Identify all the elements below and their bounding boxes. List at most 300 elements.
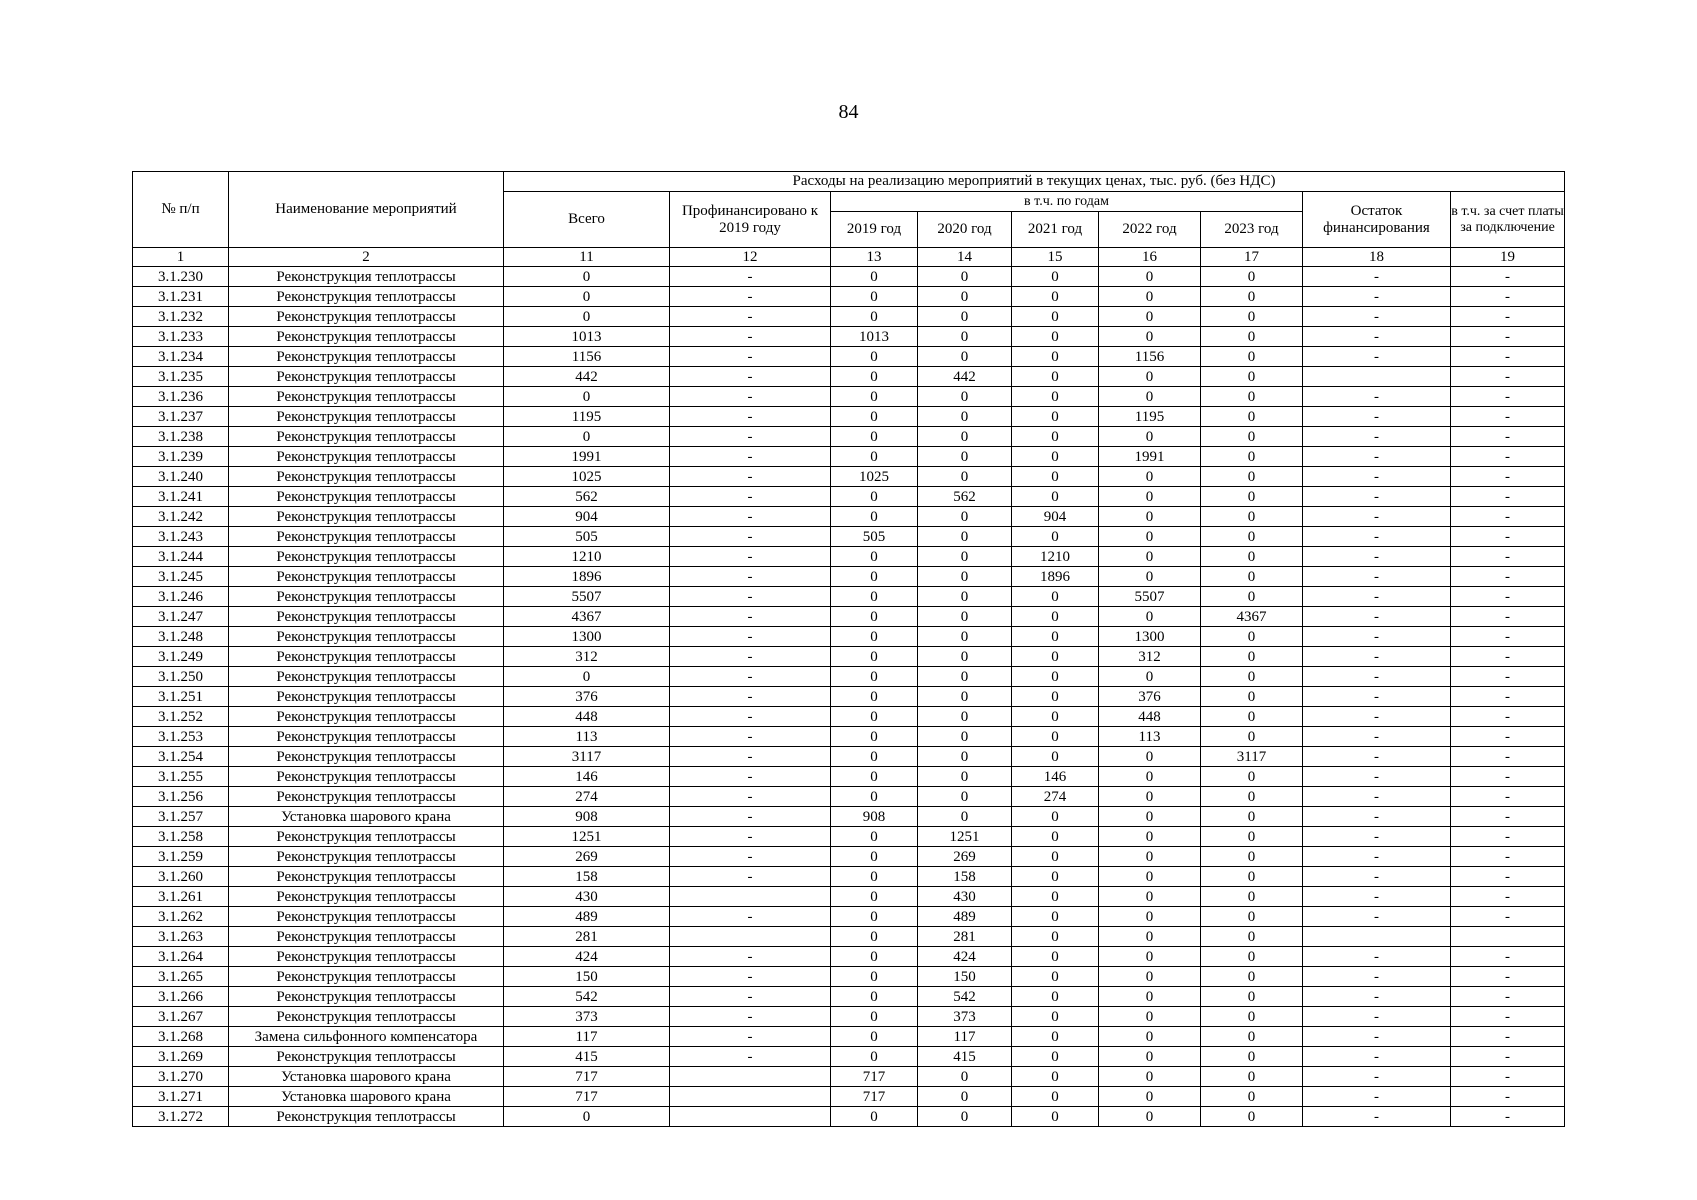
cell-num: 3.1.250 <box>133 667 229 687</box>
cell-2020: 0 <box>918 567 1012 587</box>
cell-2019: 717 <box>831 1087 918 1107</box>
header-2022: 2022 год <box>1099 212 1201 248</box>
cell-remainder: - <box>1303 867 1451 887</box>
cell-2022: 0 <box>1099 1047 1201 1067</box>
cell-total: 5507 <box>504 587 670 607</box>
cell-2020: 0 <box>918 327 1012 347</box>
cell-num: 3.1.247 <box>133 607 229 627</box>
cell-2020: 0 <box>918 427 1012 447</box>
cell-2023: 0 <box>1201 847 1303 867</box>
cell-2020: 415 <box>918 1047 1012 1067</box>
cell-2022: 0 <box>1099 527 1201 547</box>
cell-name: Реконструкция теплотрассы <box>229 267 504 287</box>
cell-2021: 0 <box>1012 827 1099 847</box>
cell-remainder: - <box>1303 987 1451 1007</box>
table-row <box>133 747 1565 767</box>
cell-2023: 0 <box>1201 907 1303 927</box>
cell-2021: 0 <box>1012 1087 1099 1107</box>
table-row <box>133 887 1565 907</box>
cell-2020: 1251 <box>918 827 1012 847</box>
cell-remainder: - <box>1303 607 1451 627</box>
cell-2022: 0 <box>1099 987 1201 1007</box>
cell-2022: 0 <box>1099 847 1201 867</box>
cell-2022: 1195 <box>1099 407 1201 427</box>
cell-name: Установка шарового крана <box>229 1087 504 1107</box>
cell-2022: 0 <box>1099 747 1201 767</box>
cell-2021: 0 <box>1012 407 1099 427</box>
table-row <box>133 827 1565 847</box>
cell-financed: - <box>670 827 831 847</box>
cell-2023: 4367 <box>1201 607 1303 627</box>
cell-2019: 0 <box>831 487 918 507</box>
cell-remainder: - <box>1303 847 1451 867</box>
cell-total: 0 <box>504 267 670 287</box>
cell-remainder: - <box>1303 467 1451 487</box>
cell-financed <box>670 887 831 907</box>
cell-2023: 0 <box>1201 1087 1303 1107</box>
cell-2019: 0 <box>831 727 918 747</box>
cell-2021: 274 <box>1012 787 1099 807</box>
cell-2021: 0 <box>1012 807 1099 827</box>
cell-2022: 0 <box>1099 927 1201 947</box>
cell-name: Реконструкция теплотрассы <box>229 627 504 647</box>
cell-2021: 146 <box>1012 767 1099 787</box>
cell-connection-fee: - <box>1451 767 1565 787</box>
cell-num: 3.1.237 <box>133 407 229 427</box>
cell-financed: - <box>670 1047 831 1067</box>
cell-2019: 0 <box>831 607 918 627</box>
cell-2022: 376 <box>1099 687 1201 707</box>
cell-2023: 0 <box>1201 727 1303 747</box>
cell-financed <box>670 927 831 947</box>
cell-2021: 904 <box>1012 507 1099 527</box>
cell-connection-fee: - <box>1451 587 1565 607</box>
column-number-row <box>133 248 1565 267</box>
table-row <box>133 947 1565 967</box>
cell-2019: 1013 <box>831 327 918 347</box>
cell-name: Реконструкция теплотрассы <box>229 467 504 487</box>
cell-2022: 1300 <box>1099 627 1201 647</box>
cell-financed: - <box>670 587 831 607</box>
cell-num: 3.1.256 <box>133 787 229 807</box>
cell-remainder: - <box>1303 1007 1451 1027</box>
cell-2019: 0 <box>831 767 918 787</box>
table-row <box>133 267 1565 287</box>
cell-2022: 0 <box>1099 1027 1201 1047</box>
cell-total: 1013 <box>504 327 670 347</box>
header-2020: 2020 год <box>918 212 1012 248</box>
cell-remainder: - <box>1303 807 1451 827</box>
cell-2021: 0 <box>1012 867 1099 887</box>
cell-remainder: - <box>1303 747 1451 767</box>
column-number: 2 <box>229 248 504 267</box>
cell-total: 542 <box>504 987 670 1007</box>
table-row <box>133 627 1565 647</box>
cell-2022: 1991 <box>1099 447 1201 467</box>
cell-2019: 0 <box>831 307 918 327</box>
cell-2023: 0 <box>1201 667 1303 687</box>
cell-total: 489 <box>504 907 670 927</box>
cell-financed: - <box>670 967 831 987</box>
column-number: 12 <box>670 248 831 267</box>
cell-name: Реконструкция теплотрассы <box>229 407 504 427</box>
cell-2023: 0 <box>1201 887 1303 907</box>
cell-total: 1025 <box>504 467 670 487</box>
cell-2022: 0 <box>1099 327 1201 347</box>
cell-financed <box>670 1067 831 1087</box>
cell-financed: - <box>670 987 831 1007</box>
cell-2021: 0 <box>1012 907 1099 927</box>
cell-remainder: - <box>1303 1047 1451 1067</box>
cell-2020: 117 <box>918 1027 1012 1047</box>
cell-2020: 0 <box>918 727 1012 747</box>
cell-financed: - <box>670 547 831 567</box>
cell-2022: 113 <box>1099 727 1201 747</box>
cell-connection-fee: - <box>1451 487 1565 507</box>
cell-num: 3.1.263 <box>133 927 229 947</box>
column-number: 15 <box>1012 248 1099 267</box>
cell-2021: 0 <box>1012 727 1099 747</box>
cell-2020: 0 <box>918 467 1012 487</box>
cell-connection-fee: - <box>1451 567 1565 587</box>
cell-2023: 0 <box>1201 1067 1303 1087</box>
cell-2023: 0 <box>1201 987 1303 1007</box>
cell-2021: 0 <box>1012 587 1099 607</box>
header-connection-fee: в т.ч. за счет платы за подключение <box>1451 192 1565 248</box>
cell-name: Реконструкция теплотрассы <box>229 367 504 387</box>
cell-2023: 0 <box>1201 1027 1303 1047</box>
cell-2020: 430 <box>918 887 1012 907</box>
cell-2019: 0 <box>831 587 918 607</box>
cell-name: Реконструкция теплотрассы <box>229 547 504 567</box>
cell-num: 3.1.245 <box>133 567 229 587</box>
table-row <box>133 447 1565 467</box>
cell-num: 3.1.261 <box>133 887 229 907</box>
cell-2020: 0 <box>918 447 1012 467</box>
cell-total: 3117 <box>504 747 670 767</box>
cell-num: 3.1.231 <box>133 287 229 307</box>
cell-2022: 0 <box>1099 607 1201 627</box>
cell-2019: 0 <box>831 567 918 587</box>
cell-total: 908 <box>504 807 670 827</box>
cell-financed: - <box>670 747 831 767</box>
cell-connection-fee: - <box>1451 1027 1565 1047</box>
table-row <box>133 567 1565 587</box>
cell-2019: 0 <box>831 707 918 727</box>
cell-2020: 562 <box>918 487 1012 507</box>
cell-2021: 0 <box>1012 627 1099 647</box>
cell-2022: 0 <box>1099 1067 1201 1087</box>
cell-2022: 0 <box>1099 387 1201 407</box>
cell-name: Реконструкция теплотрассы <box>229 307 504 327</box>
table-row <box>133 1047 1565 1067</box>
cell-financed: - <box>670 467 831 487</box>
table-row <box>133 847 1565 867</box>
cell-financed: - <box>670 1027 831 1047</box>
cell-2020: 442 <box>918 367 1012 387</box>
cell-name: Реконструкция теплотрассы <box>229 727 504 747</box>
cell-remainder: - <box>1303 907 1451 927</box>
cell-2023: 0 <box>1201 1107 1303 1127</box>
cell-name: Установка шарового крана <box>229 807 504 827</box>
table-row <box>133 1067 1565 1087</box>
table-row <box>133 1007 1565 1027</box>
cell-2019: 0 <box>831 407 918 427</box>
header-name: Наименование мероприятий <box>229 172 504 248</box>
cell-2022: 0 <box>1099 807 1201 827</box>
cell-2023: 0 <box>1201 327 1303 347</box>
cell-2020: 158 <box>918 867 1012 887</box>
cell-name: Реконструкция теплотрассы <box>229 567 504 587</box>
cell-name: Реконструкция теплотрассы <box>229 907 504 927</box>
cell-2020: 0 <box>918 547 1012 567</box>
cell-2023: 0 <box>1201 487 1303 507</box>
cell-2019: 0 <box>831 427 918 447</box>
cell-2022: 0 <box>1099 487 1201 507</box>
cell-num: 3.1.232 <box>133 307 229 327</box>
cell-connection-fee: - <box>1451 887 1565 907</box>
cell-2019: 0 <box>831 1027 918 1047</box>
cell-financed: - <box>670 307 831 327</box>
cell-name: Реконструкция теплотрассы <box>229 587 504 607</box>
cell-2022: 0 <box>1099 887 1201 907</box>
cell-name: Реконструкция теплотрассы <box>229 1007 504 1027</box>
cell-financed: - <box>670 347 831 367</box>
cell-2022: 448 <box>1099 707 1201 727</box>
table-row <box>133 707 1565 727</box>
cell-total: 0 <box>504 667 670 687</box>
cell-financed: - <box>670 567 831 587</box>
cell-2021: 0 <box>1012 1007 1099 1027</box>
cell-connection-fee: - <box>1451 827 1565 847</box>
cell-2022: 0 <box>1099 567 1201 587</box>
cell-connection-fee <box>1451 927 1565 947</box>
cell-remainder <box>1303 367 1451 387</box>
cell-2020: 0 <box>918 647 1012 667</box>
table-row <box>133 987 1565 1007</box>
table-row <box>133 647 1565 667</box>
cell-remainder: - <box>1303 967 1451 987</box>
table-row <box>133 687 1565 707</box>
cell-2021: 0 <box>1012 527 1099 547</box>
cell-remainder: - <box>1303 1087 1451 1107</box>
cell-total: 415 <box>504 1047 670 1067</box>
cell-2020: 542 <box>918 987 1012 1007</box>
cell-num: 3.1.233 <box>133 327 229 347</box>
cell-2019: 0 <box>831 1047 918 1067</box>
table-row <box>133 1087 1565 1107</box>
cell-2020: 281 <box>918 927 1012 947</box>
cell-name: Реконструкция теплотрассы <box>229 687 504 707</box>
cell-name: Реконструкция теплотрассы <box>229 607 504 627</box>
cell-2023: 0 <box>1201 307 1303 327</box>
cell-total: 150 <box>504 967 670 987</box>
cell-2022: 0 <box>1099 467 1201 487</box>
cell-financed: - <box>670 387 831 407</box>
cell-2023: 0 <box>1201 767 1303 787</box>
cell-connection-fee: - <box>1451 467 1565 487</box>
header-num: № п/п <box>133 172 229 248</box>
cell-2019: 0 <box>831 847 918 867</box>
table-row <box>133 607 1565 627</box>
cell-total: 1156 <box>504 347 670 367</box>
cell-connection-fee: - <box>1451 1047 1565 1067</box>
cell-financed: - <box>670 947 831 967</box>
cell-total: 0 <box>504 287 670 307</box>
cell-remainder: - <box>1303 447 1451 467</box>
header-financed: Профинансировано к 2019 году <box>670 192 831 248</box>
cell-2020: 0 <box>918 707 1012 727</box>
cell-remainder: - <box>1303 347 1451 367</box>
cell-2019: 0 <box>831 667 918 687</box>
table-row <box>133 727 1565 747</box>
table-row <box>133 927 1565 947</box>
cell-2019: 0 <box>831 1007 918 1027</box>
cell-2023: 0 <box>1201 687 1303 707</box>
cell-2020: 0 <box>918 587 1012 607</box>
cell-remainder: - <box>1303 567 1451 587</box>
cell-2019: 0 <box>831 967 918 987</box>
cell-financed: - <box>670 627 831 647</box>
cell-remainder: - <box>1303 487 1451 507</box>
cell-remainder: - <box>1303 427 1451 447</box>
cell-connection-fee: - <box>1451 747 1565 767</box>
cell-2023: 0 <box>1201 1007 1303 1027</box>
cell-2023: 0 <box>1201 267 1303 287</box>
cell-2020: 0 <box>918 747 1012 767</box>
header-by-years: в т.ч. по годам <box>831 192 1303 212</box>
cell-remainder: - <box>1303 1067 1451 1087</box>
cell-2023: 0 <box>1201 647 1303 667</box>
cell-name: Реконструкция теплотрассы <box>229 867 504 887</box>
cell-2019: 0 <box>831 647 918 667</box>
cell-num: 3.1.271 <box>133 1087 229 1107</box>
table-row <box>133 367 1565 387</box>
cell-2020: 0 <box>918 787 1012 807</box>
cell-remainder: - <box>1303 587 1451 607</box>
cell-2021: 0 <box>1012 467 1099 487</box>
cell-num: 3.1.230 <box>133 267 229 287</box>
cell-2019: 0 <box>831 787 918 807</box>
cell-2023: 0 <box>1201 467 1303 487</box>
table-row <box>133 587 1565 607</box>
cell-connection-fee: - <box>1451 907 1565 927</box>
cell-financed: - <box>670 687 831 707</box>
cell-2019: 0 <box>831 1107 918 1127</box>
cell-financed <box>670 1107 831 1127</box>
cell-2023: 0 <box>1201 287 1303 307</box>
cell-financed: - <box>670 327 831 347</box>
cell-connection-fee: - <box>1451 647 1565 667</box>
cell-2020: 0 <box>918 407 1012 427</box>
cell-2022: 0 <box>1099 667 1201 687</box>
cell-2022: 0 <box>1099 1107 1201 1127</box>
cell-connection-fee: - <box>1451 607 1565 627</box>
cell-connection-fee: - <box>1451 967 1565 987</box>
cell-2022: 0 <box>1099 507 1201 527</box>
cell-total: 448 <box>504 707 670 727</box>
cell-remainder: - <box>1303 407 1451 427</box>
table-row <box>133 327 1565 347</box>
cell-name: Реконструкция теплотрассы <box>229 767 504 787</box>
cell-connection-fee: - <box>1451 667 1565 687</box>
cell-2020: 0 <box>918 527 1012 547</box>
cell-total: 424 <box>504 947 670 967</box>
cell-name: Реконструкция теплотрассы <box>229 487 504 507</box>
cell-num: 3.1.269 <box>133 1047 229 1067</box>
cell-remainder: - <box>1303 1107 1451 1127</box>
cell-2021: 0 <box>1012 1047 1099 1067</box>
cell-2023: 0 <box>1201 367 1303 387</box>
cell-2019: 0 <box>831 387 918 407</box>
cell-num: 3.1.242 <box>133 507 229 527</box>
cell-2023: 0 <box>1201 527 1303 547</box>
cell-2021: 0 <box>1012 367 1099 387</box>
cell-total: 1251 <box>504 827 670 847</box>
table-row <box>133 1107 1565 1127</box>
cell-2021: 0 <box>1012 947 1099 967</box>
cell-2022: 312 <box>1099 647 1201 667</box>
cell-remainder: - <box>1303 827 1451 847</box>
cell-2021: 0 <box>1012 307 1099 327</box>
cell-financed: - <box>670 367 831 387</box>
cell-2023: 0 <box>1201 867 1303 887</box>
cell-2022: 0 <box>1099 547 1201 567</box>
cell-2022: 0 <box>1099 787 1201 807</box>
cell-2021: 0 <box>1012 607 1099 627</box>
cell-num: 3.1.244 <box>133 547 229 567</box>
cell-2020: 0 <box>918 767 1012 787</box>
cell-2021: 0 <box>1012 747 1099 767</box>
cell-2019: 0 <box>831 367 918 387</box>
cell-connection-fee: - <box>1451 847 1565 867</box>
cell-2019: 0 <box>831 947 918 967</box>
cell-num: 3.1.240 <box>133 467 229 487</box>
cell-total: 717 <box>504 1087 670 1107</box>
cell-num: 3.1.246 <box>133 587 229 607</box>
cell-financed: - <box>670 447 831 467</box>
cell-2021: 0 <box>1012 927 1099 947</box>
table-row <box>133 387 1565 407</box>
cell-2023: 0 <box>1201 547 1303 567</box>
cell-financed: - <box>670 767 831 787</box>
cell-2022: 0 <box>1099 1087 1201 1107</box>
cell-2019: 0 <box>831 867 918 887</box>
cell-total: 4367 <box>504 607 670 627</box>
table-row <box>133 407 1565 427</box>
cell-num: 3.1.266 <box>133 987 229 1007</box>
cell-2020: 373 <box>918 1007 1012 1027</box>
cell-name: Реконструкция теплотрассы <box>229 967 504 987</box>
cell-financed: - <box>670 787 831 807</box>
cell-num: 3.1.243 <box>133 527 229 547</box>
cell-name: Реконструкция теплотрассы <box>229 327 504 347</box>
cell-remainder: - <box>1303 267 1451 287</box>
cell-2019: 0 <box>831 267 918 287</box>
cell-2020: 424 <box>918 947 1012 967</box>
cell-name: Реконструкция теплотрассы <box>229 787 504 807</box>
cell-connection-fee: - <box>1451 707 1565 727</box>
cell-name: Реконструкция теплотрассы <box>229 507 504 527</box>
cell-2023: 0 <box>1201 627 1303 647</box>
column-number: 18 <box>1303 248 1451 267</box>
cell-2020: 0 <box>918 807 1012 827</box>
cell-connection-fee: - <box>1451 447 1565 467</box>
cell-num: 3.1.239 <box>133 447 229 467</box>
table-row <box>133 427 1565 447</box>
cell-connection-fee: - <box>1451 267 1565 287</box>
cell-2021: 0 <box>1012 327 1099 347</box>
